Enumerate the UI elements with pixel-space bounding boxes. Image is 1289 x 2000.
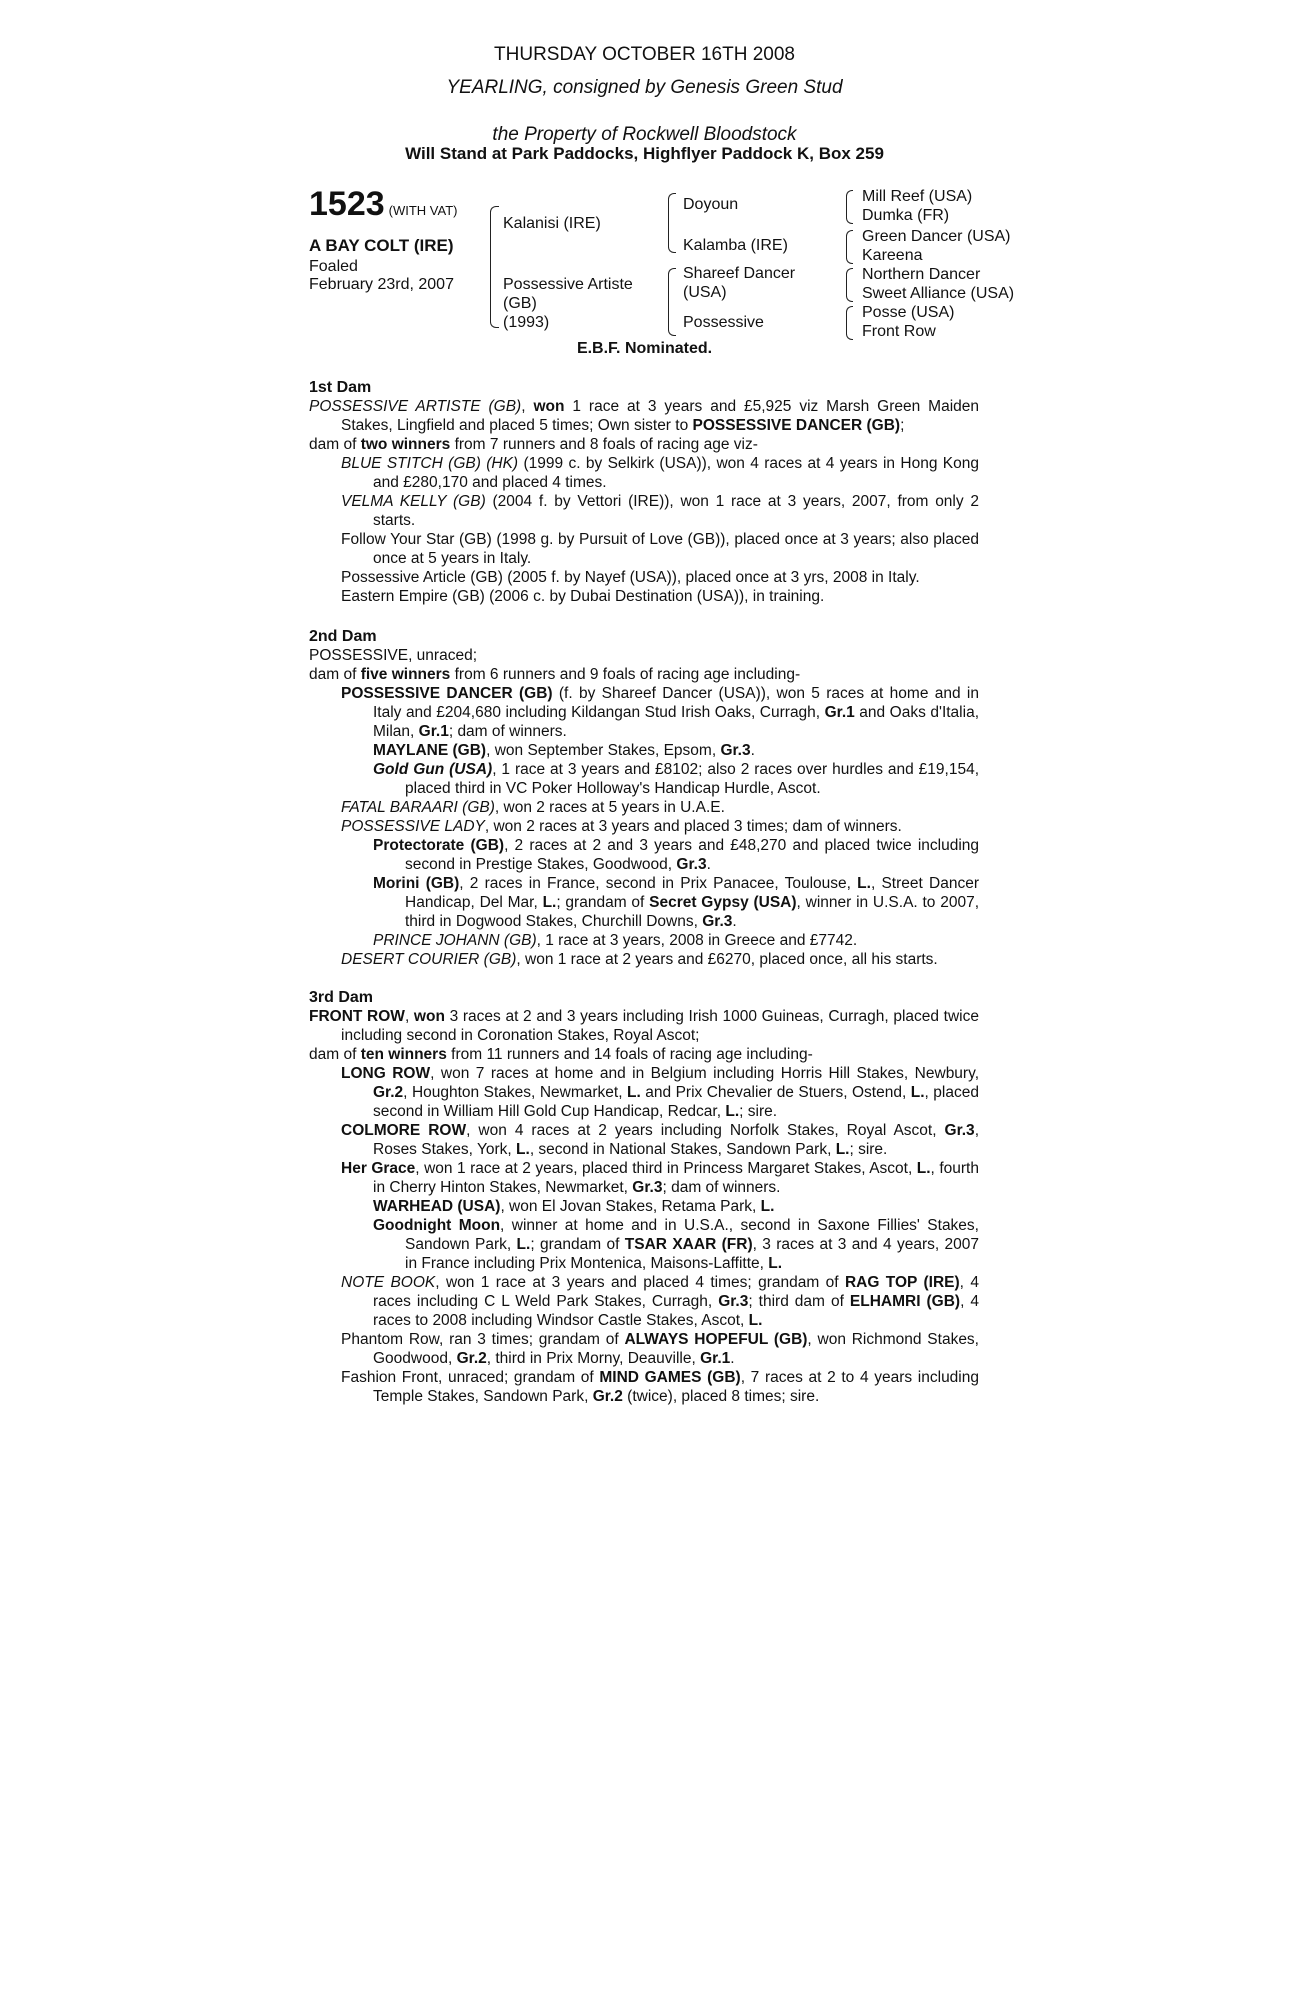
pedigree-gen4: Mill Reef (USA): [862, 188, 973, 205]
section-heading: 3rd Dam: [309, 989, 374, 1006]
section-heading: 2nd Dam: [309, 628, 377, 645]
produce-entry: Morini (GB), 2 races in France, second in Prix Panacee, Toulouse, L., Street Dancer Handicap, Del Mar, L.; grandam of Secret Gypsy (USA), winner in U.S.A. to 2007, third in Dogwood Stakes, Churchill Downs, Gr.3.: [373, 875, 979, 930]
pedigree-gen4: Sweet Alliance (USA): [862, 285, 1015, 302]
pedigree-sire-dam: Kalamba (IRE): [683, 237, 788, 254]
pedigree-dam-sire-2: (USA): [683, 284, 727, 301]
pedigree-brace-6: [846, 268, 853, 302]
section-heading: 1st Dam: [309, 379, 372, 396]
sale-date: THURSDAY OCTOBER 16TH 2008: [494, 44, 795, 65]
first-dam-section: [309, 378, 979, 606]
ebf-nominated: E.B.F. Nominated.: [576, 340, 713, 357]
second-dam-section: [309, 627, 979, 969]
pedigree-brace-2: [668, 193, 676, 253]
produce-entry: PRINCE JOHANN (GB), 1 race at 3 years, 2008 in Greece and £7742.: [373, 932, 858, 949]
pedigree-brace-5: [846, 230, 853, 264]
produce-entry: Gold Gun (USA), 1 race at 3 years and £8102; also 2 races over hurdles and £19,154, placed third in VC Poker Holloway's Handicap Hurdle, Ascot.: [373, 761, 980, 797]
lot-name: A BAY COLT (IRE): [309, 236, 454, 255]
pedigree-gen4: Front Row: [862, 323, 936, 340]
pedigree-dam-2: (GB): [503, 295, 537, 312]
produce-entry: Fashion Front, unraced; grandam of MIND GAMES (GB), 7 races at 2 to 4 years including Temple Stakes, Sandown Park, Gr.2 (twice), placed 8 times; sire.: [341, 1369, 979, 1405]
produce-entry: POSSESSIVE LADY, won 2 races at 3 years and placed 3 times; dam of winners.: [341, 818, 902, 835]
dam-record: POSSESSIVE, unraced;: [309, 647, 478, 664]
dam-record: FRONT ROW, won 3 races at 2 and 3 years including Irish 1000 Guineas, Curragh, placed twice including second in Coronation Stakes, Royal Ascot;: [309, 1008, 979, 1044]
produce-entry: Follow Your Star (GB) (1998 g. by Pursuit of Love (GB)), placed once at 3 years; also placed once at 5 years in Italy.: [341, 531, 979, 567]
produce-summary: dam of ten winners from 11 runners and 14 foals of racing age including-: [309, 1046, 813, 1063]
pedigree-gen4: Northern Dancer: [862, 266, 981, 283]
foaled-label: Foaled: [309, 258, 358, 275]
pedigree-gen4: Kareena: [862, 247, 923, 264]
produce-entry: WARHEAD (USA), won El Jovan Stakes, Retama Park, L.: [373, 1198, 775, 1215]
produce-entry: DESERT COURIER (GB), won 1 race at 2 years and £6270, placed once, all his starts.: [341, 951, 938, 968]
produce-entry: COLMORE ROW, won 4 races at 2 years including Norfolk Stakes, Royal Ascot, Gr.3, Roses Stakes, York, L., second in National Stakes, Sandown Park, L.; sire.: [341, 1122, 979, 1158]
lot-heading: [309, 185, 457, 224]
produce-entry: FATAL BARAARI (GB), won 2 races at 5 years in U.A.E.: [341, 799, 725, 816]
produce-entry: VELMA KELLY (GB) (2004 f. by Vettori (IRE)), won 1 race at 3 years, 2007, from only 2 starts.: [341, 493, 979, 529]
pedigree-dam-3: (1993): [503, 314, 550, 331]
pedigree-sire-sire: Doyoun: [683, 196, 739, 213]
pedigree-gen4: Green Dancer (USA): [862, 228, 1011, 245]
pedigree-dam-dam: Possessive: [683, 314, 764, 331]
produce-entry: Her Grace, won 1 race at 2 years, placed third in Princess Margaret Stakes, Ascot, L., fourth in Cherry Hinton Stakes, Newmarket, Gr.3; dam of winners.: [341, 1160, 979, 1196]
pedigree-brace-1: [490, 206, 499, 328]
produce-summary: dam of five winners from 6 runners and 9 foals of racing age including-: [309, 666, 801, 683]
produce-entry: Eastern Empire (GB) (2006 c. by Dubai Destination (USA)), in training.: [341, 588, 825, 605]
pedigree-dam-1: Possessive Artiste: [503, 276, 633, 293]
vat-note: (WITH VAT): [388, 203, 458, 218]
pedigree-dam-sire-1: Shareef Dancer: [683, 265, 796, 282]
pedigree-brace-4: [846, 190, 853, 224]
consignor-line: YEARLING, consigned by Genesis Green Stud: [446, 77, 843, 98]
foaled-date: February 23rd, 2007: [309, 276, 454, 293]
produce-entry: Protectorate (GB), 2 races at 2 and 3 years and £48,270 and placed twice including second in Prestige Stakes, Goodwood, Gr.3.: [373, 837, 980, 873]
pedigree-sire: Kalanisi (IRE): [503, 215, 601, 232]
produce-entry: NOTE BOOK, won 1 race at 3 years and placed 4 times; grandam of RAG TOP (IRE), 4 races including C L Weld Park Stakes, Curragh, Gr.3; third dam of ELHAMRI (GB), 4 races to 2008 including Windsor Castle Stakes, Ascot, L.: [341, 1274, 979, 1329]
dam-record: POSSESSIVE ARTISTE (GB), won 1 race at 3 years and £5,925 viz Marsh Green Maiden Stakes, Lingfield and placed 5 times; Own sister to POSSESSIVE DANCER (GB);: [309, 398, 979, 434]
produce-entry: Phantom Row, ran 3 times; grandam of ALWAYS HOPEFUL (GB), won Richmond Stakes, Goodwood, Gr.2, third in Prix Morny, Deauville, Gr.1.: [341, 1331, 979, 1367]
pedigree-brace-7: [846, 306, 853, 340]
pedigree-gen4: Dumka (FR): [862, 207, 950, 224]
pedigree-brace-3: [668, 268, 676, 336]
lot-number: 1523: [309, 185, 385, 223]
produce-entry: Goodnight Moon, winner at home and in U.S.A., second in Saxone Fillies' Stakes, Sandown Park, L.; grandam of TSAR XAAR (FR), 3 races at 3 and 4 years, 2007 in France including Prix Montenica, Maisons-Laffitte, L.: [373, 1217, 980, 1272]
produce-entry: Possessive Article (GB) (2005 f. by Nayef (USA)), placed once at 3 yrs, 2008 in Italy.: [341, 569, 920, 586]
produce-summary: dam of two winners from 7 runners and 8 foals of racing age viz-: [309, 436, 758, 453]
produce-entry: POSSESSIVE DANCER (GB) (f. by Shareef Dancer (USA)), won 5 races at home and in Italy and £204,680 including Kildangan Stud Irish Oaks, Curragh, Gr.1 and Oaks d'Italia, Milan, Gr.1; dam of winners.: [341, 685, 979, 740]
produce-entry: LONG ROW, won 7 races at home and in Belgium including Horris Hill Stakes, Newbury, Gr.2, Houghton Stakes, Newmarket, L. and Prix Chevalier de Stuers, Ostend, L., placed second in William Hill Gold Cup Handicap, Redcar, L.; sire.: [341, 1065, 979, 1120]
produce-entry: BLUE STITCH (GB) (HK) (1999 c. by Selkirk (USA)), won 4 races at 4 years in Hong Kong and £280,170 and placed 4 times.: [341, 455, 979, 491]
stand-location: Will Stand at Park Paddocks, Highflyer Paddock K, Box 259: [405, 144, 884, 163]
pedigree-gen4: Posse (USA): [862, 304, 955, 321]
produce-entry: MAYLANE (GB), won September Stakes, Epsom, Gr.3.: [373, 742, 755, 759]
property-line: the Property of Rockwell Bloodstock: [492, 124, 797, 145]
third-dam-section: [309, 988, 979, 1406]
